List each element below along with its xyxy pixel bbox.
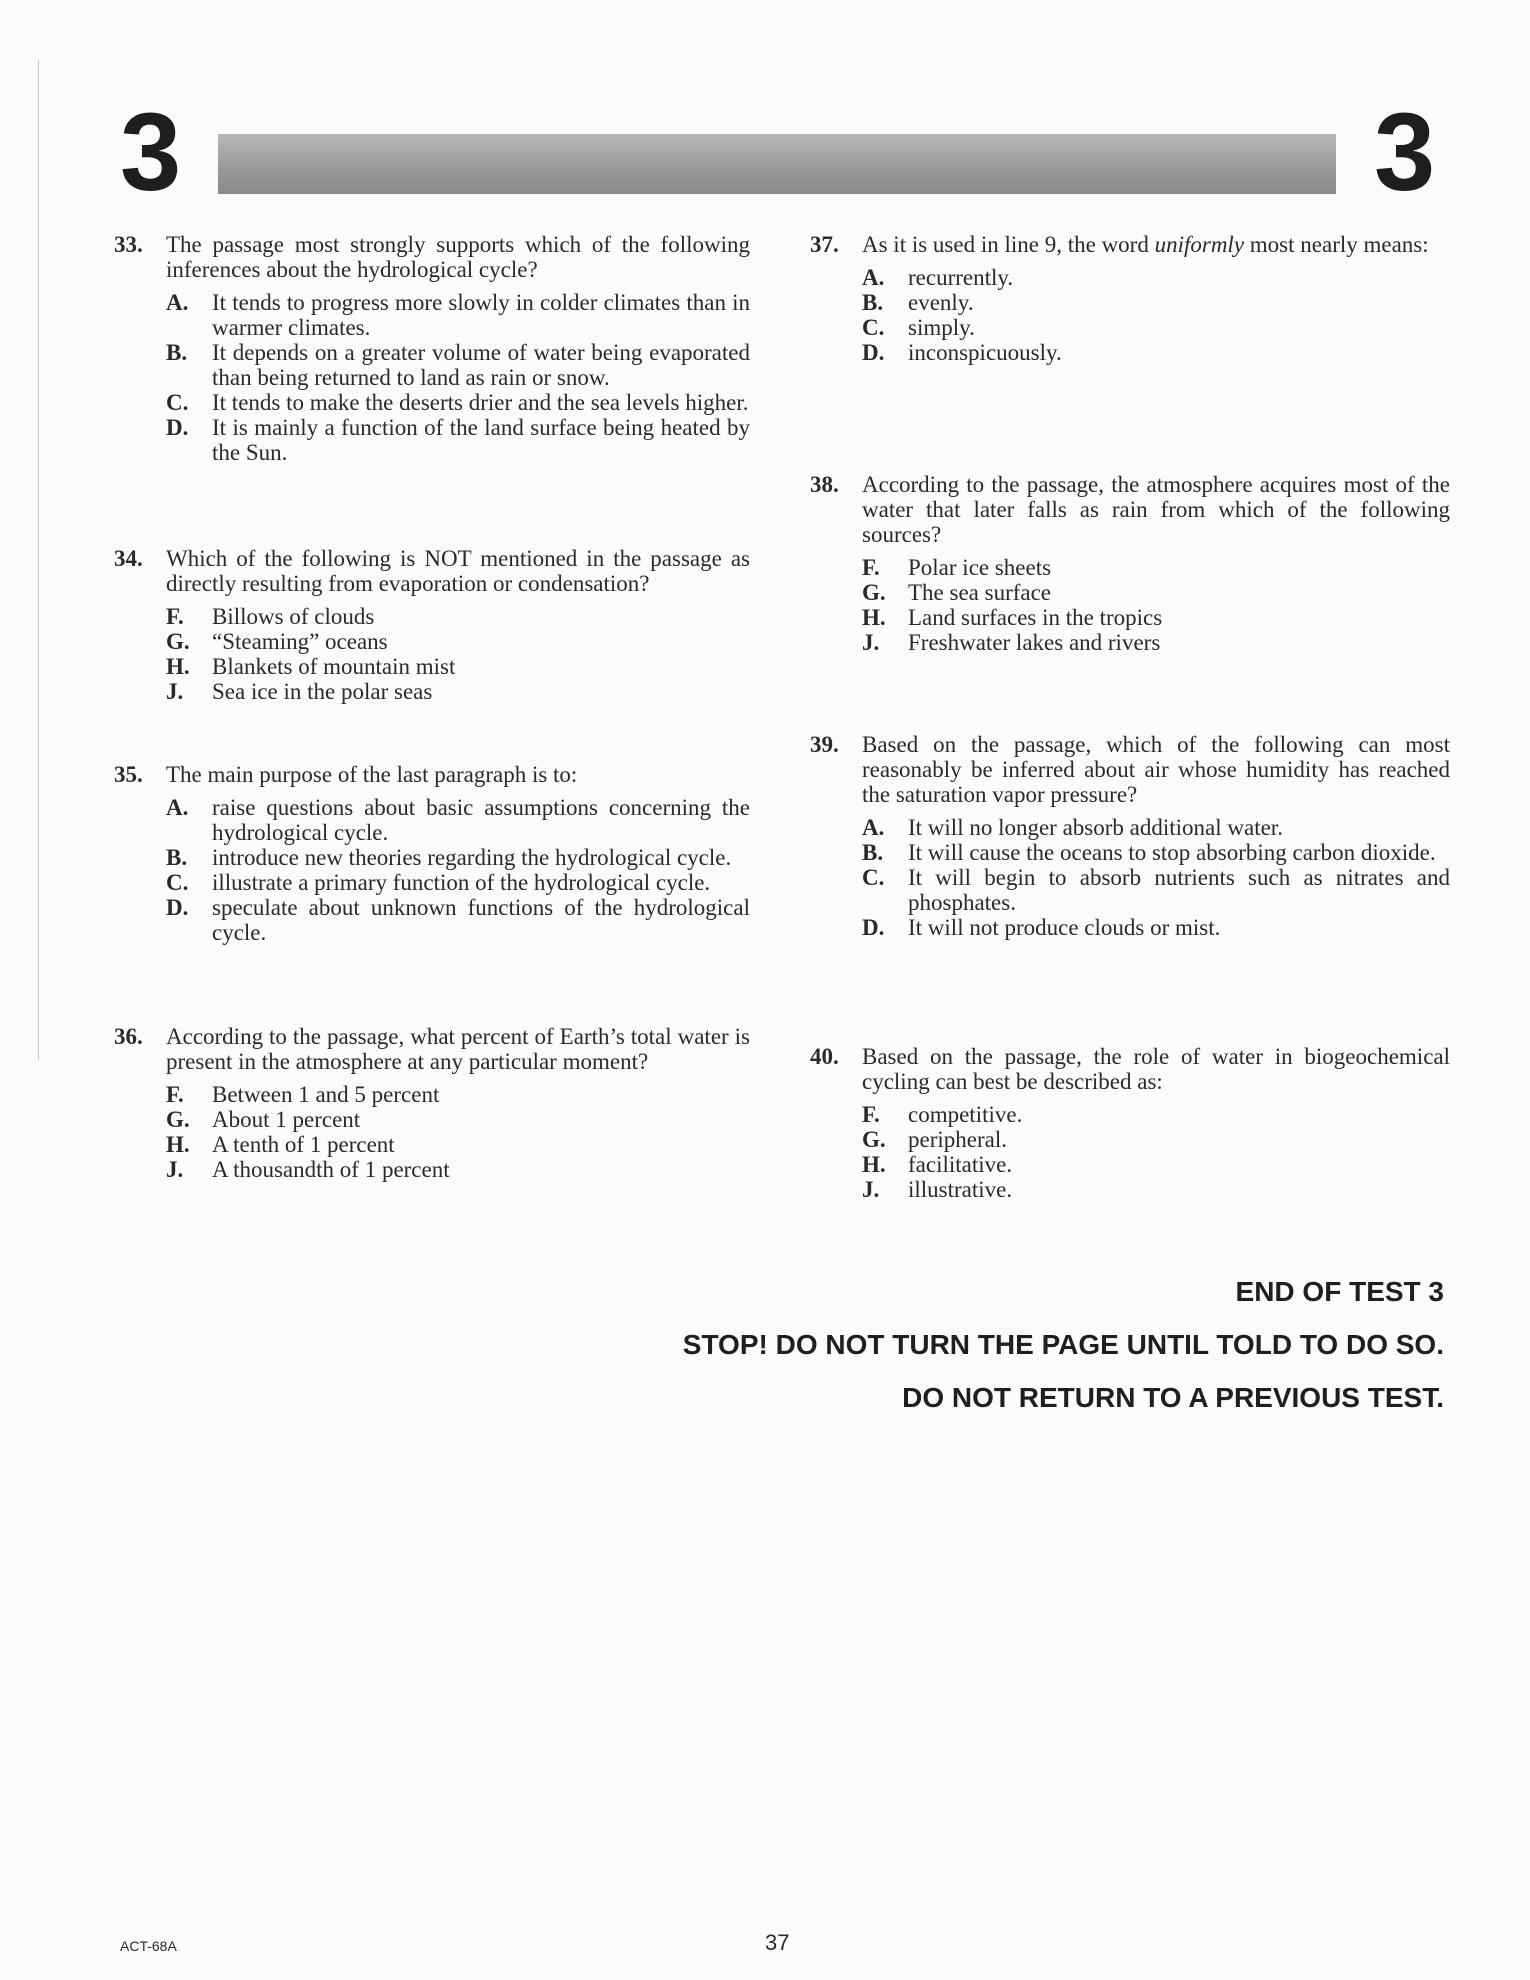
option-letter: A. bbox=[166, 795, 189, 820]
question-37 bbox=[810, 232, 1450, 365]
answer-options bbox=[166, 795, 750, 945]
answer-option[interactable] bbox=[862, 580, 1450, 605]
answer-option[interactable] bbox=[166, 415, 750, 465]
stem-italic-word: uniformly bbox=[1154, 232, 1245, 257]
option-text: illustrative. bbox=[908, 1177, 1013, 1202]
answer-option[interactable] bbox=[166, 1132, 750, 1157]
question-stem: According to the passage, what percent of Earth’s total water is present in the atmosphere at any particular moment? bbox=[166, 1024, 750, 1074]
question-number: 35. bbox=[114, 762, 143, 787]
answer-option[interactable] bbox=[862, 340, 1450, 365]
question-40 bbox=[810, 1044, 1450, 1202]
option-text: competitive. bbox=[908, 1102, 1023, 1127]
page-number: 37 bbox=[765, 1930, 790, 1955]
option-letter: H. bbox=[862, 1152, 886, 1177]
option-letter: G. bbox=[166, 629, 190, 654]
option-letter: C. bbox=[862, 865, 885, 890]
question-35 bbox=[114, 762, 750, 945]
question-number: 38. bbox=[810, 472, 839, 497]
question-number: 39. bbox=[810, 732, 839, 757]
option-letter: F. bbox=[862, 555, 880, 580]
answer-option[interactable] bbox=[862, 1152, 1450, 1177]
answer-options bbox=[862, 815, 1450, 940]
option-text: Land surfaces in the tropics bbox=[908, 605, 1163, 630]
answer-option[interactable] bbox=[166, 870, 750, 895]
option-text: A tenth of 1 percent bbox=[212, 1132, 395, 1157]
answer-option[interactable] bbox=[862, 865, 1450, 915]
answer-options bbox=[862, 265, 1450, 365]
answer-options bbox=[166, 290, 750, 465]
option-text: evenly. bbox=[908, 290, 974, 315]
answer-option[interactable] bbox=[166, 845, 750, 870]
answer-option[interactable] bbox=[862, 840, 1450, 865]
answer-option[interactable] bbox=[862, 555, 1450, 580]
answer-options bbox=[862, 1102, 1450, 1202]
option-letter: F. bbox=[862, 1102, 880, 1127]
section-header-bar bbox=[218, 134, 1336, 194]
stop-instruction: STOP! DO NOT TURN THE PAGE UNTIL TOLD TO DO SO. bbox=[682, 1329, 1444, 1360]
option-letter: D. bbox=[862, 340, 885, 365]
option-text: Polar ice sheets bbox=[908, 555, 1052, 580]
option-text: It will begin to absorb nutrients such as nitrates and phosphates. bbox=[908, 865, 1450, 915]
question-number: 37. bbox=[810, 232, 839, 257]
answer-option[interactable] bbox=[166, 895, 750, 945]
answer-option[interactable] bbox=[862, 630, 1450, 655]
option-text: illustrate a primary function of the hydrological cycle. bbox=[212, 870, 711, 895]
question-stem: Based on the passage, which of the following can most reasonably be inferred about air whose humidity has reached the saturation vapor pressure? bbox=[862, 732, 1450, 807]
option-letter: G. bbox=[862, 1127, 886, 1152]
option-text: Billows of clouds bbox=[212, 604, 375, 629]
question-number: 33. bbox=[114, 232, 143, 257]
option-text: Freshwater lakes and rivers bbox=[908, 630, 1161, 655]
option-letter: J. bbox=[166, 1157, 184, 1182]
option-text: “Steaming” oceans bbox=[212, 629, 388, 654]
option-text: It will no longer absorb additional water. bbox=[908, 815, 1283, 840]
answer-option[interactable] bbox=[166, 290, 750, 340]
question-38 bbox=[810, 472, 1450, 655]
option-text: It will cause the oceans to stop absorbing carbon dioxide. bbox=[908, 840, 1436, 865]
answer-option[interactable] bbox=[166, 1157, 750, 1182]
option-letter: A. bbox=[862, 815, 885, 840]
option-text: It tends to progress more slowly in colder climates than in warmer climates. bbox=[212, 290, 750, 340]
section-number-left: 3 bbox=[120, 91, 182, 214]
answer-option[interactable] bbox=[166, 1107, 750, 1132]
stem-part: most nearly means: bbox=[1244, 232, 1429, 257]
answer-options bbox=[166, 604, 750, 704]
option-letter: J. bbox=[166, 679, 184, 704]
question-34 bbox=[114, 546, 750, 704]
answer-options bbox=[862, 555, 1450, 655]
answer-option[interactable] bbox=[862, 1177, 1450, 1202]
option-letter: G. bbox=[862, 580, 886, 605]
answer-option[interactable] bbox=[166, 795, 750, 845]
option-text: introduce new theories regarding the hydrological cycle. bbox=[212, 845, 732, 870]
option-letter: B. bbox=[862, 290, 884, 315]
form-code: ACT-68A bbox=[120, 1938, 177, 1954]
option-letter: D. bbox=[166, 895, 189, 920]
option-text: It will not produce clouds or mist. bbox=[908, 915, 1221, 940]
question-stem bbox=[862, 232, 1450, 257]
no-return-instruction: DO NOT RETURN TO A PREVIOUS TEST. bbox=[902, 1382, 1444, 1413]
answer-option[interactable] bbox=[166, 654, 750, 679]
answer-option[interactable] bbox=[166, 604, 750, 629]
option-text: A thousandth of 1 percent bbox=[212, 1157, 450, 1182]
option-text: Sea ice in the polar seas bbox=[212, 679, 433, 704]
end-of-test-notice bbox=[683, 1272, 1444, 1431]
answer-option[interactable] bbox=[862, 915, 1450, 940]
question-stem: Based on the passage, the role of water in biogeochemical cycling can best be described as: bbox=[862, 1044, 1450, 1094]
answer-option[interactable] bbox=[166, 340, 750, 390]
option-text: peripheral. bbox=[908, 1127, 1007, 1152]
answer-option[interactable] bbox=[166, 679, 750, 704]
question-39 bbox=[810, 732, 1450, 940]
question-stem: The passage most strongly supports which of the following inferences about the hydrological cycle? bbox=[166, 232, 750, 282]
end-of-test-title: END OF TEST 3 bbox=[1235, 1276, 1444, 1307]
answer-option[interactable] bbox=[862, 605, 1450, 630]
option-text: raise questions about basic assumptions concerning the hydrological cycle. bbox=[212, 795, 750, 845]
option-text: Blankets of mountain mist bbox=[212, 654, 456, 679]
answer-option[interactable] bbox=[166, 390, 750, 415]
option-letter: H. bbox=[166, 654, 190, 679]
answer-options bbox=[166, 1082, 750, 1182]
section-number-right: 3 bbox=[1374, 91, 1436, 214]
option-letter: C. bbox=[862, 315, 885, 340]
option-text: inconspicuously. bbox=[908, 340, 1062, 365]
option-text: It is mainly a function of the land surface being heated by the Sun. bbox=[212, 415, 750, 465]
option-letter: C. bbox=[166, 870, 189, 895]
option-text: About 1 percent bbox=[212, 1107, 361, 1132]
option-text: recurrently. bbox=[908, 265, 1014, 290]
answer-option[interactable] bbox=[862, 1102, 1450, 1127]
answer-option[interactable] bbox=[166, 1082, 750, 1107]
option-text: It depends on a greater volume of water being evaporated than being returned to land as rain or snow. bbox=[212, 340, 750, 390]
option-text: facilitative. bbox=[908, 1152, 1013, 1177]
option-letter: G. bbox=[166, 1107, 190, 1132]
option-text: Between 1 and 5 percent bbox=[212, 1082, 440, 1107]
option-letter: J. bbox=[862, 1177, 880, 1202]
option-letter: D. bbox=[166, 415, 189, 440]
question-number: 36. bbox=[114, 1024, 143, 1049]
answer-option[interactable] bbox=[862, 290, 1450, 315]
option-letter: A. bbox=[862, 265, 885, 290]
option-letter: J. bbox=[862, 630, 880, 655]
scan-margin-line bbox=[38, 60, 39, 1060]
question-stem: The main purpose of the last paragraph is to: bbox=[166, 762, 578, 787]
stem-part: As it is used in line 9, the word bbox=[862, 232, 1155, 257]
option-letter: B. bbox=[166, 845, 188, 870]
option-text: The sea surface bbox=[908, 580, 1052, 605]
option-text: speculate about unknown functions of the hydrological cycle. bbox=[212, 895, 750, 945]
option-letter: H. bbox=[166, 1132, 190, 1157]
option-letter: H. bbox=[862, 605, 886, 630]
question-36 bbox=[114, 1024, 750, 1182]
question-number: 34. bbox=[114, 546, 143, 571]
question-number: 40. bbox=[810, 1044, 839, 1069]
question-33 bbox=[114, 232, 750, 465]
option-text: simply. bbox=[908, 315, 975, 340]
option-letter: C. bbox=[166, 390, 189, 415]
option-letter: D. bbox=[862, 915, 885, 940]
answer-option[interactable] bbox=[166, 629, 750, 654]
option-letter: F. bbox=[166, 1082, 184, 1107]
answer-option[interactable] bbox=[862, 1127, 1450, 1152]
option-letter: A. bbox=[166, 290, 189, 315]
question-stem: According to the passage, the atmosphere acquires most of the water that later falls as rain from which of the following sources? bbox=[862, 472, 1450, 547]
option-letter: B. bbox=[166, 340, 188, 365]
option-letter: B. bbox=[862, 840, 884, 865]
option-text: It tends to make the deserts drier and the sea levels higher. bbox=[212, 390, 749, 415]
answer-option[interactable] bbox=[862, 815, 1450, 840]
option-letter: F. bbox=[166, 604, 184, 629]
answer-option[interactable] bbox=[862, 315, 1450, 340]
answer-option[interactable] bbox=[862, 265, 1450, 290]
question-stem: Which of the following is NOT mentioned in the passage as directly resulting from evaporation or condensation? bbox=[166, 546, 750, 596]
